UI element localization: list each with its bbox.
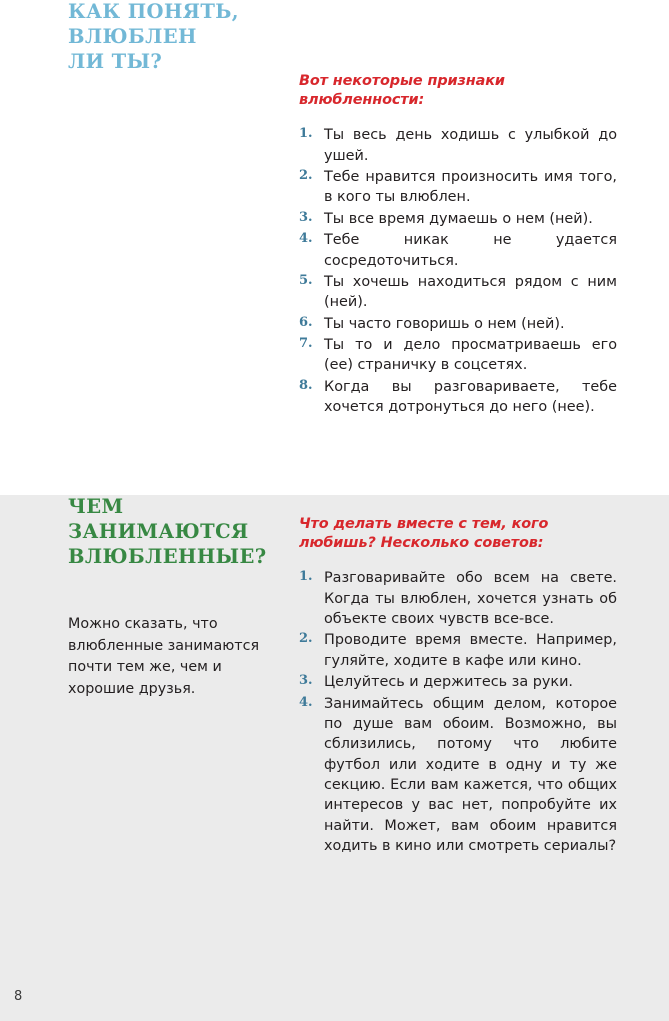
- list-item: [299, 335, 617, 376]
- section-1-left-column: [68, 0, 280, 75]
- list-item-number: 2.: [299, 168, 313, 184]
- section-2-right-column: [299, 515, 617, 857]
- list-item-text: Ты часто говоришь о нем (ней).: [324, 315, 565, 332]
- list-item: [299, 209, 617, 229]
- section-2-lead: Что делать вместе с тем, кого любишь? Несколько советов:: [299, 516, 549, 552]
- list-item-text: Ты все время думаешь о нем (ней).: [324, 210, 593, 227]
- list-item-number: 8.: [299, 377, 313, 393]
- list-item-number: 2.: [299, 631, 313, 647]
- list-item-text: Ты хочешь находиться рядом с ним (ней).: [324, 273, 617, 311]
- list-item-text: Тебе никак не удается сосредоточиться.: [324, 232, 617, 269]
- two-column-layout: [68, 0, 617, 418]
- list-item-text: Тебе нравится произносить имя того, в кого ты влюблен.: [324, 169, 617, 206]
- section-what-lovers-do: [0, 495, 669, 858]
- section-2-left-column: [68, 495, 280, 701]
- list-item-number: 1.: [299, 126, 313, 142]
- list-item-number: 4.: [299, 694, 313, 710]
- two-column-layout: [68, 495, 617, 857]
- list-item-text: Целуйтесь и держитесь за руки.: [324, 674, 573, 691]
- list-item-number: 3.: [299, 209, 313, 225]
- list-item-text: Ты весь день ходишь с улыбкой до ушей.: [324, 127, 617, 164]
- section-1-right-column: [299, 72, 617, 418]
- list-item-text: Проводите время вместе. Например, гуляйте, ходите в кафе или кино.: [324, 632, 617, 669]
- list-item: [299, 672, 617, 692]
- list-item-number: 5.: [299, 272, 313, 288]
- list-item: [299, 568, 617, 629]
- page-number: 8: [14, 989, 23, 1004]
- section-2-title: ЧЕМ ЗАНИМАЮТСЯ ВЛЮБЛЕННЫЕ?: [68, 495, 267, 568]
- list-item-text: Ты то и дело просматриваешь его (ее) страничку в соцсетях.: [324, 337, 617, 374]
- list-item-text: Когда вы разговариваете, тебе хочется дотронуться до него (нее).: [324, 378, 617, 416]
- list-item-number: 7.: [299, 336, 313, 352]
- list-item: [299, 630, 617, 671]
- list-item: [299, 314, 617, 334]
- section-1-title: КАК ПОНЯТЬ, ВЛЮБЛЕН ЛИ ТЫ?: [68, 0, 239, 73]
- list-item: [299, 377, 617, 418]
- section-2-list: [299, 568, 617, 856]
- section-2-side-note: Можно сказать, что влюбленные занимаются почти тем же, чем и хорошие друзья.: [68, 615, 260, 698]
- list-item: [299, 272, 617, 313]
- list-item: [299, 694, 617, 857]
- list-item-number: 6.: [299, 314, 313, 330]
- section-1-list: [299, 125, 617, 417]
- list-item-number: 4.: [299, 231, 313, 247]
- list-item-text: Занимайтесь общим делом, которое по душе вам обоим. Возможно, вы сблизились, потому что любите футбол или ходите в одну и ту же секцию. Если вам кажется, что общих интересов у вас нет, попробуйте их найти. Может, вам обоим нравится ходить в кино или смотреть сериалы?: [324, 695, 617, 855]
- list-item: [299, 167, 617, 208]
- list-item-text: Разговаривайте обо всем на свете. Когда ты влюблен, хочется узнать об объекте своих чувств все-все.: [324, 570, 617, 628]
- section-1-lead: Вот некоторые признаки влюбленности:: [299, 73, 505, 109]
- list-item: [299, 125, 617, 166]
- list-item: [299, 230, 617, 271]
- section-how-to-know: [0, 0, 669, 419]
- list-item-number: 1.: [299, 569, 313, 585]
- list-item-number: 3.: [299, 673, 313, 689]
